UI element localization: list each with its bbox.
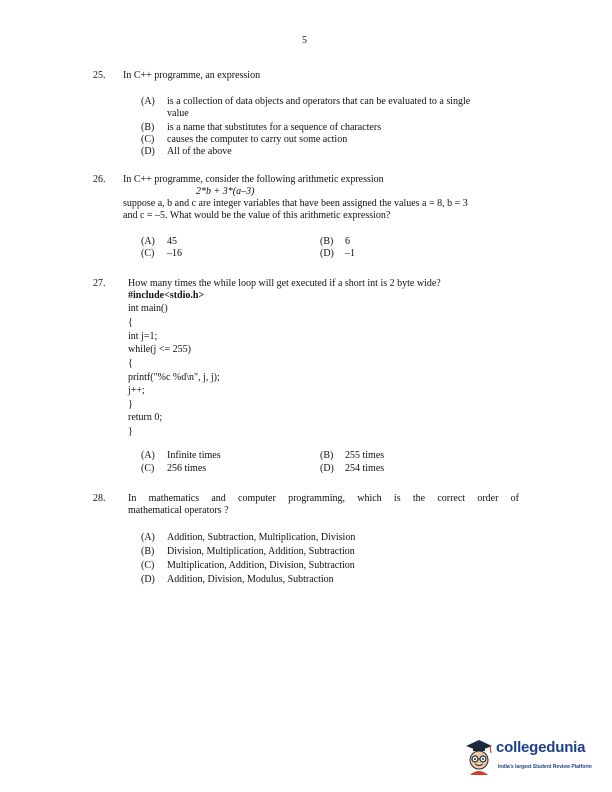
code-line: while(j <= 255) [128,344,191,355]
option-label: (B) [320,236,334,247]
code-line: } [128,426,133,437]
option-text: is a name that substitutes for a sequence of characters [167,122,382,133]
brand-name: collegedunia [496,739,586,756]
option-label: (B) [320,450,334,461]
question-number: 27. [93,278,106,289]
option-label: (A) [141,236,155,247]
code-line: return 0; [128,412,163,423]
option-label: (C) [141,463,155,474]
option-text: is a collection of data objects and operators that can be evaluated to a single [167,96,471,107]
code-line: printf("%c %d\n", j, j); [128,372,220,383]
option-label: (D) [141,574,155,585]
option-label: (A) [141,532,155,543]
page-number: 5 [302,35,307,46]
collegedunia-logo [462,738,602,778]
option-label: (C) [141,248,155,259]
option-label: (D) [320,463,334,474]
option-label: (C) [141,134,155,145]
option-text: causes the computer to carry out some action [167,134,348,145]
code-line: int main() [128,303,168,314]
code-line: { [128,358,133,369]
option-text: All of the above [167,146,232,157]
option-text: 255 times [345,450,385,461]
option-text-continued: value [167,108,189,119]
option-text: 6 [345,236,350,247]
option-text: 45 [167,236,177,247]
option-label: (C) [141,560,155,571]
question-stem: In C++ programme, an expression [123,70,261,81]
code-line: #include<stdio.h> [128,290,205,301]
option-text: –16 [167,248,182,259]
code-line: { [128,317,133,328]
option-text: 254 times [345,463,385,474]
code-line: j++; [128,385,145,396]
option-text: Infinite times [167,450,221,461]
option-text: 256 times [167,463,207,474]
option-label: (B) [141,122,155,133]
code-line: } [128,399,133,410]
code-line: int j=1; [128,331,158,342]
option-text: Division, Multiplication, Addition, Subtraction [167,546,355,557]
question-stem: In C++ programme, consider the following arithmetic expression [123,174,384,185]
option-text: Addition, Subtraction, Multiplication, Division [167,532,356,543]
option-text: –1 [345,248,355,259]
option-label: (B) [141,546,155,557]
question-stem: How many times the while loop will get executed if a short int is 2 byte wide? [128,278,441,289]
mascot-icon [462,738,496,776]
option-text: Multiplication, Addition, Division, Subtraction [167,560,355,571]
option-label: (D) [141,146,155,157]
question-body-line: and c = –5. What would be the value of this arithmetic expression? [123,210,391,221]
question-number: 28. [93,493,106,504]
question-body-line: suppose a, b and c are integer variables that have been assigned the values a = 8, b = 3 [123,198,468,209]
option-label: (D) [320,248,334,259]
arithmetic-expression: 2*b + 3*(a–3) [196,186,255,197]
question-number: 26. [93,174,106,185]
question-stem-continued: mathematical operators ? [128,505,229,516]
option-label: (A) [141,96,155,107]
option-label: (A) [141,450,155,461]
brand-tagline: India's largest Student Review Platform [498,764,592,770]
question-number: 25. [93,70,106,81]
option-text: Addition, Division, Modulus, Subtraction [167,574,334,585]
question-stem: In mathematics and computer programming, which is the correct order of [128,493,519,504]
